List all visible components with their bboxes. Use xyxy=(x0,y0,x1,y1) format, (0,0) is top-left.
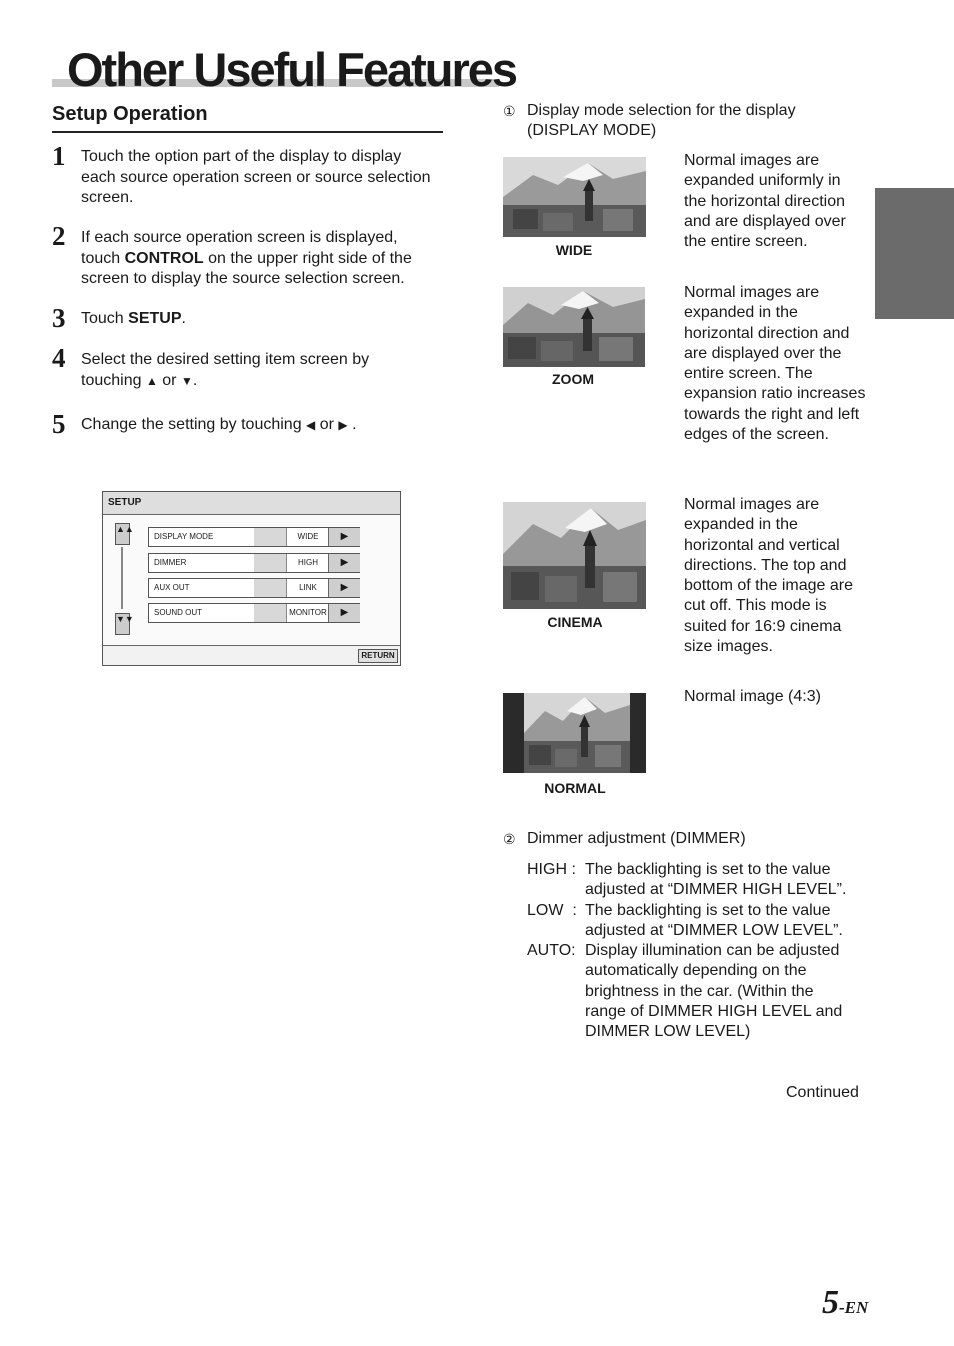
display-mode-heading: Display mode selection for the display xyxy=(527,102,796,119)
page-number-digit: 5 xyxy=(822,1284,839,1321)
image-caption: WIDE xyxy=(555,242,593,258)
item-marker: ② xyxy=(503,831,516,847)
step-number: 4 xyxy=(52,343,66,373)
cinema-mode-image xyxy=(503,502,646,609)
arrow-left-icon: ◀ xyxy=(306,418,316,432)
screen-title: SETUP xyxy=(108,497,142,508)
image-caption: ZOOM xyxy=(552,371,594,387)
row-spacer xyxy=(254,554,286,572)
setting-value: WIDE xyxy=(286,528,329,546)
setting-row[interactable] xyxy=(148,553,360,573)
setup-keyword: SETUP xyxy=(128,310,182,327)
dimmer-desc-line: DIMMER LOW LEVEL) xyxy=(585,1023,751,1040)
step-number: 2 xyxy=(52,221,66,251)
section-rule xyxy=(52,131,443,133)
scroll-down-button[interactable]: ▼▼ xyxy=(115,613,130,635)
setting-label: SOUND OUT xyxy=(154,608,202,617)
step-text-part: If each source operation screen is displayed, touch xyxy=(81,229,398,267)
mode-description: Normal images are expanded uniformly in the horizontal direction and are displayed over the entire screen. xyxy=(684,152,846,251)
dimmer-desc-line: adjusted at “DIMMER HIGH LEVEL”. xyxy=(585,881,847,898)
setting-value: MONITOR xyxy=(286,604,329,622)
arrow-right-button[interactable]: ▶ xyxy=(328,528,360,546)
step-text-part: . xyxy=(181,310,186,327)
dimmer-desc-line: brightness in the car. (Within the xyxy=(585,983,814,1000)
dimmer-desc-line: range of DIMMER HIGH LEVEL and xyxy=(585,1003,843,1020)
mode-description: Normal images are expanded in the horizontal direction and are displayed over the entire screen. The expansion ratio increases towards the right and left edges of the screen. xyxy=(684,284,866,444)
row-spacer xyxy=(254,604,286,622)
item-marker: ① xyxy=(503,103,516,119)
row-spacer xyxy=(254,528,286,546)
row-spacer xyxy=(254,579,286,597)
dimmer-label: HIGH : xyxy=(527,861,576,878)
step-text-part: Select the desired setting item screen by touching xyxy=(81,351,370,389)
setting-value: LINK xyxy=(286,579,329,597)
step-text-part: Touch xyxy=(81,310,129,327)
screen-header xyxy=(103,492,400,515)
step-text xyxy=(81,350,431,391)
scroll-track[interactable] xyxy=(121,547,123,609)
scroll-down-icon: ▼ xyxy=(180,373,193,388)
scroll-up-button[interactable]: ▲▲ xyxy=(115,523,130,545)
step-text xyxy=(81,415,431,436)
setting-row[interactable] xyxy=(148,603,360,623)
step-text xyxy=(81,309,431,330)
setting-label: AUX OUT xyxy=(154,583,190,592)
step-text-part: . xyxy=(192,371,198,389)
image-caption: NORMAL xyxy=(544,780,606,796)
step-text-part: . xyxy=(347,416,357,433)
mode-description: Normal image (4:3) xyxy=(684,688,821,705)
display-mode-heading: (DISPLAY MODE) xyxy=(527,122,657,139)
setting-value: HIGH xyxy=(286,554,329,572)
step-text-part: or xyxy=(315,416,339,433)
dimmer-heading: Dimmer adjustment (DIMMER) xyxy=(527,830,746,847)
page-number xyxy=(822,1284,868,1322)
step-text-part: on the upper right side of the screen to display the source selection screen. xyxy=(81,249,412,287)
arrow-right-icon: ▶ xyxy=(338,418,348,432)
dimmer-desc-line: The backlighting is set to the value xyxy=(585,902,831,919)
setting-row[interactable] xyxy=(148,578,360,598)
dimmer-label: LOW : xyxy=(527,902,577,919)
page-number-suffix: -EN xyxy=(839,1298,869,1317)
step-text xyxy=(81,228,431,290)
side-tab-marker xyxy=(875,188,954,319)
page-title: Other Useful Features xyxy=(67,43,517,96)
dimmer-desc-line: automatically depending on the xyxy=(585,962,807,979)
control-keyword: CONTROL xyxy=(124,249,204,267)
dimmer-desc-line: The backlighting is set to the value xyxy=(585,861,831,878)
continued-label: Continued xyxy=(786,1084,859,1101)
step-number: 5 xyxy=(52,409,66,439)
dimmer-desc-line: Display illumination can be adjusted xyxy=(585,942,840,959)
setting-label: DISPLAY MODE xyxy=(154,532,214,541)
setup-screen-illustration xyxy=(102,491,401,666)
step-text-part: or xyxy=(157,371,181,389)
setting-label: DIMMER xyxy=(154,558,187,567)
screen-body xyxy=(103,515,400,646)
dimmer-desc-line: adjusted at “DIMMER LOW LEVEL”. xyxy=(585,922,843,939)
wide-mode-image xyxy=(503,157,646,237)
step-text-part: Change the setting by touching xyxy=(81,416,307,433)
arrow-right-button[interactable]: ▶ xyxy=(328,604,360,622)
dimmer-label: AUTO: xyxy=(527,942,576,959)
normal-mode-image xyxy=(503,693,646,773)
step-number: 3 xyxy=(52,303,66,333)
setting-row[interactable] xyxy=(148,527,360,547)
zoom-mode-image xyxy=(503,287,645,367)
scroll-up-icon: ▲ xyxy=(145,373,158,388)
return-button[interactable]: RETURN xyxy=(358,649,398,663)
step-text: Touch the option part of the display to display each source operation screen or source selection screen. xyxy=(81,148,431,206)
arrow-right-button[interactable]: ▶ xyxy=(328,554,360,572)
mode-description: Normal images are expanded in the horizontal and vertical directions. The top and bottom of the image are cut off. This mode is suited for 16:9 cinema size images. xyxy=(684,496,853,656)
arrow-right-button[interactable]: ▶ xyxy=(328,579,360,597)
image-caption: CINEMA xyxy=(547,614,603,630)
section-heading: Setup Operation xyxy=(52,103,208,125)
step-number: 1 xyxy=(52,141,66,171)
